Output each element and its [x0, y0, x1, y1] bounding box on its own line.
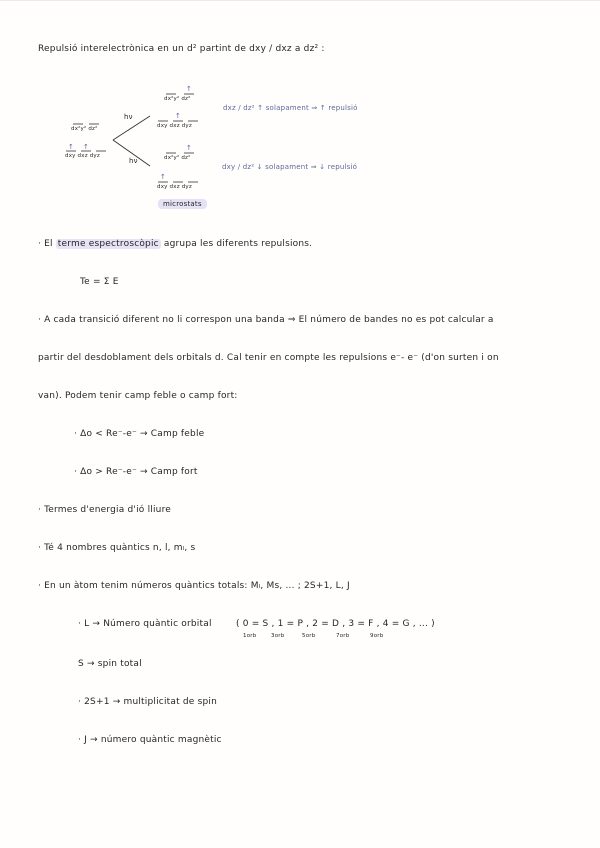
left-bottom-orbital-labels: dxy dxz dyz [65, 153, 100, 159]
hv-lower-label: hν [129, 157, 138, 165]
microstates-label: microstats [158, 200, 207, 208]
lower-electron-arrow: ↑ [160, 173, 167, 181]
strong-field-bullet: · Δo > Re⁻-e⁻ → Camp fort [74, 467, 198, 477]
orbital-count-sub: 9orb [370, 633, 384, 639]
page-top-border [0, 0, 600, 1]
magnetic-quantum-number-line: · J → número quàntic magnètic [78, 735, 222, 745]
lower-electron-arrow: ↑ [186, 144, 193, 152]
upper-top-orbital-labels: dx²y² dz² [164, 96, 191, 102]
orbital-letter-values: ( 0 = S , 1 = P , 2 = D , 3 = F , 4 = G , ... ) [236, 619, 435, 629]
left-top-orbital-labels: dx²y² dz² [71, 126, 98, 132]
upper-electron-arrow: ↑ [186, 85, 193, 93]
lower-bottom-orbital-labels: dxy dxz dyz [157, 184, 192, 190]
total-quantum-numbers-line: · En un àtom tenim números quàntics totals: Mₗ, Ms, ... ; 2S+1, L, J [38, 581, 350, 591]
orbital-count-sub: 7orb [336, 633, 350, 639]
free-ion-terms-line: · Termes d'energia d'ió lliure [38, 505, 172, 515]
left-electron-arrow: ↑ [83, 143, 90, 151]
bands-line-2: partir del desdoblament dels orbitals d. Cal tenir en compte les repulsions e⁻- e⁻ (d'on surten i on [38, 353, 499, 363]
bands-line-3: van). Podem tenir camp feble o camp fort: [38, 391, 238, 401]
heading-text: Repulsió interelectrònica en un d² partint de dxy / dxz a dz² : [38, 44, 325, 54]
bands-line-1: · A cada transició diferent no li correspon una banda ⇒ El número de bandes no es pot calcular a [38, 315, 494, 325]
lower-top-orbital-labels: dx²y² dz² [164, 155, 191, 161]
orbital-count-sub: 3orb [271, 633, 285, 639]
upper-electron-arrow: ↑ [175, 112, 182, 120]
upper-repulsion-note: dxz / dz² ↑ solapament ⇒ ↑ repulsió [223, 104, 358, 112]
highlighted-term: terme espectroscòpic [57, 239, 159, 249]
orbital-quantum-number-line: · L → Número quàntic orbital [78, 619, 212, 629]
total-spin-line: S → spin total [78, 659, 142, 669]
hv-upper-label: hν [124, 113, 133, 121]
quantum-numbers-line: · Té 4 nombres quàntics n, l, mₗ, s [38, 543, 196, 553]
upper-bottom-orbital-labels: dxy dxz dyz [157, 123, 192, 129]
lower-repulsion-note: dxy / dz² ↓ solapament ⇒ ↓ repulsió [222, 163, 358, 171]
left-electron-arrow: ↑ [68, 143, 75, 151]
orbital-count-sub: 5orb [302, 633, 316, 639]
weak-field-bullet: · Δo < Re⁻-e⁻ → Camp feble [74, 429, 205, 439]
spectroscopic-term-line: · El terme espectroscòpic agrupa les diferents repulsions. [38, 239, 313, 249]
energy-sum-formula: Te = Σ E [80, 277, 119, 287]
spin-multiplicity-line: · 2S+1 → multiplicitat de spin [78, 697, 218, 707]
orbital-count-sub: 1orb [243, 633, 257, 639]
